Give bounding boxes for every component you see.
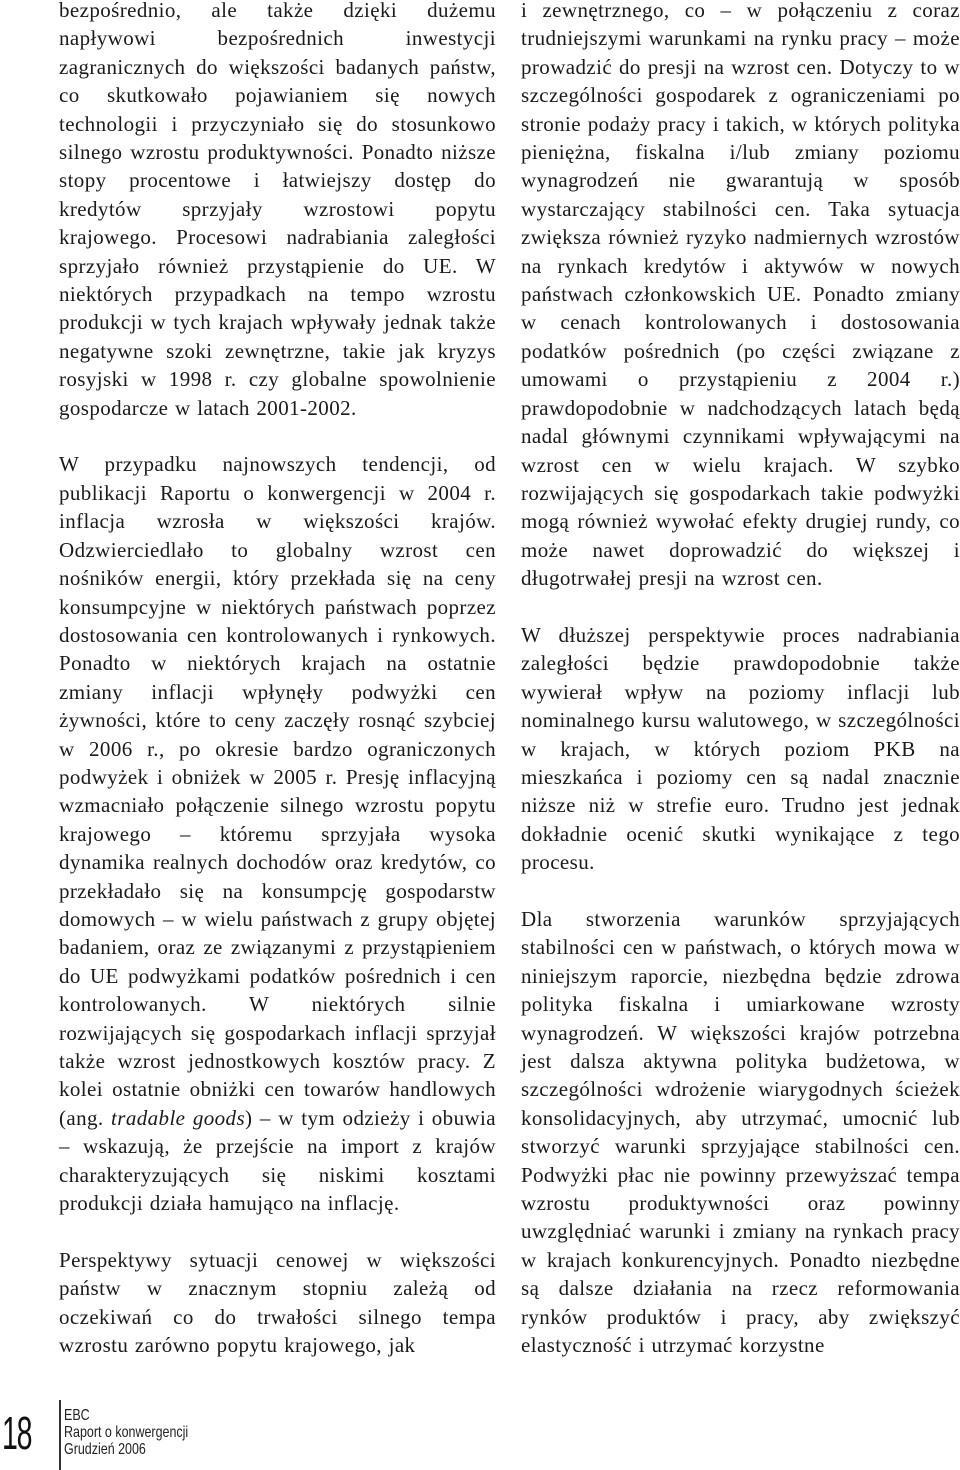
left-column	[59, 0, 496, 1359]
footer-date: Grudzień 2006	[64, 1441, 146, 1458]
left-paragraph-2-text-a: W przypadku najnowszych tendencji, od publikacji Raportu o konwergencji w 2004 r. inflacja wzrosła w większości krajów. Odzwierciedlało to globalny wzrost cen nośników energii, który przekłada się na ceny konsumpcyjne w niektórych państwach poprzez dostosowania cen kontrolowanych i rynkowych. Ponadto w niektórych krajach na ostatnie zmiany inflacji wpłynęły podwyżki cen żywności, które to ceny zaczęły rosnąć szybciej w 2006 r., po okresie bardzo ograniczonych podwyżek i obniżek w 2005 r. Presję inflacyjną wzmacniało połączenie silnego wzrostu popytu krajowego – któremu sprzyjała wysoka dynamika realnych dochodów oraz kredytów, co przekładało się na konsumpcję gospodarstw domowych – w wielu państwach z grupy objętej badaniem, oraz ze związanymi z przystąpieniem do UE podwyżkami podatków pośrednich i cen kontrolowanych. W niektórych silnie rozwijających się gospodarkach inflacji sprzyjał także wzrost jednostkowych kosztów pracy. Z kolei ostatnie obniżki cen towarów handlowych (ang.	[59, 452, 496, 1130]
tradable-goods-term: tradable goods	[111, 1105, 246, 1130]
right-paragraph-3: Dla stworzenia warunków sprzyjających stabilności cen w państwach, o których mowa w niniejszym raporcie, niezbędna będzie zdrowa polityka fiskalna i umiarkowane wzrosty wynagrodzeń. W większości krajów potrzebna jest dalsza aktywna polityka budżetowa, w szczególności wdrożenie wiarygodnych ścieżek konsolidacyjnych, aby utrzymać, umocnić lub stworzyć warunki sprzyjające stabilności cen. Podwyżki płac nie powinny przewyższać tempa wzrostu produktywności oraz powinny uwzględniać warunki i zmiany na rynkach pracy w krajach konkurencyjnych. Ponadto niezbędne są dalsze działania na rzecz reformowania rynków produktów i pracy, aby zwiększyć elastyczność i utrzymać korzystne	[521, 906, 960, 1358]
page-footer	[0, 1390, 300, 1470]
footer-publication-info	[64, 1407, 188, 1458]
page-number: 18	[2, 1407, 32, 1459]
left-paragraph-2	[59, 450, 496, 1217]
right-paragraph-2: W dłuższej perspektywie proces nadrabiania zaległości będzie prawdopodobnie także wywierał wpływ na poziomy inflacji lub nominalnego kursu walutowego, w szczególności w krajach, w których poziom PKB na mieszkańca i poziomy cen są nadal znacznie niższe niż w strefie euro. Trudno jest jednak dokładnie ocenić skutki wynikające z tego procesu.	[521, 622, 960, 875]
right-paragraph-1: i zewnętrznego, co – w połączeniu z coraz trudniejszymi warunkami na rynku pracy – może prowadzić do presji na wzrost cen. Dotyczy to w szczególności gospodarek z ograniczeniami po stronie podaży pracy i takich, w których polityka pieniężna, fiskalna i/lub zmiany poziomu wynagrodzeń nie gwarantują w sposób wystarczający stabilności cen. Taka sytuacja zwiększa również ryzyko nadmiernych wzrostów na rynkach kredytów i aktywów w nowych państwach członkowskich UE. Ponadto zmiany w cenach kontrolowanych i dostosowania podatków pośrednich (po części związane z umowami o przystąpieniu z 2004 r.) prawdopodobnie w nadchodzących latach będą nadal głównymi czynnikami wpływającymi na wzrost cen w wielu krajach. W szybko rozwijających się gospodarkach takie podwyżki mogą również wywołać efekty drugiej rundy, co może nawet doprowadzić do większej i długotrwałej presji na wzrost cen.	[521, 0, 960, 591]
left-paragraph-1: bezpośrednio, ale także dzięki dużemu napływowi bezpośrednich inwestycji zagranicznych do większości badanych państw, co skutkowało pojawianiem się nowych technologii i przyczyniało się do stosunkowo silnego wzrostu produktywności. Ponadto niższe stopy procentowe i łatwiejszy dostęp do kredytów sprzyjały wzrostowi popytu krajowego. Procesowi nadrabiania zaległości sprzyjało również przystąpienie do UE. W niektórych przypadkach na tempo wzrostu produkcji w tych krajach wpływały jednak także negatywne szoki zewnętrzne, takie jak kryzys rosyjski w 1998 r. czy globalne spowolnienie gospodarcze w latach 2001-2002.	[59, 0, 496, 420]
footer-report-title: Raport o konwergencji	[64, 1424, 189, 1441]
footer-publisher: EBC	[64, 1407, 90, 1424]
footer-divider	[59, 1400, 61, 1470]
left-paragraph-2-text-b: ) – w tym odzieży i obuwia – wskazują, że przejście na import z krajów charakteryzujących się niskimi kosztami produkcji działa hamująco na inflację.	[59, 1105, 496, 1216]
right-column	[521, 0, 960, 1359]
left-paragraph-3: Perspektywy sytuacji cenowej w większości państw w znacznym stopniu zależą od oczekiwań co do trwałości silnego tempa wzrostu zarówno popytu krajowego, jak	[59, 1247, 496, 1358]
